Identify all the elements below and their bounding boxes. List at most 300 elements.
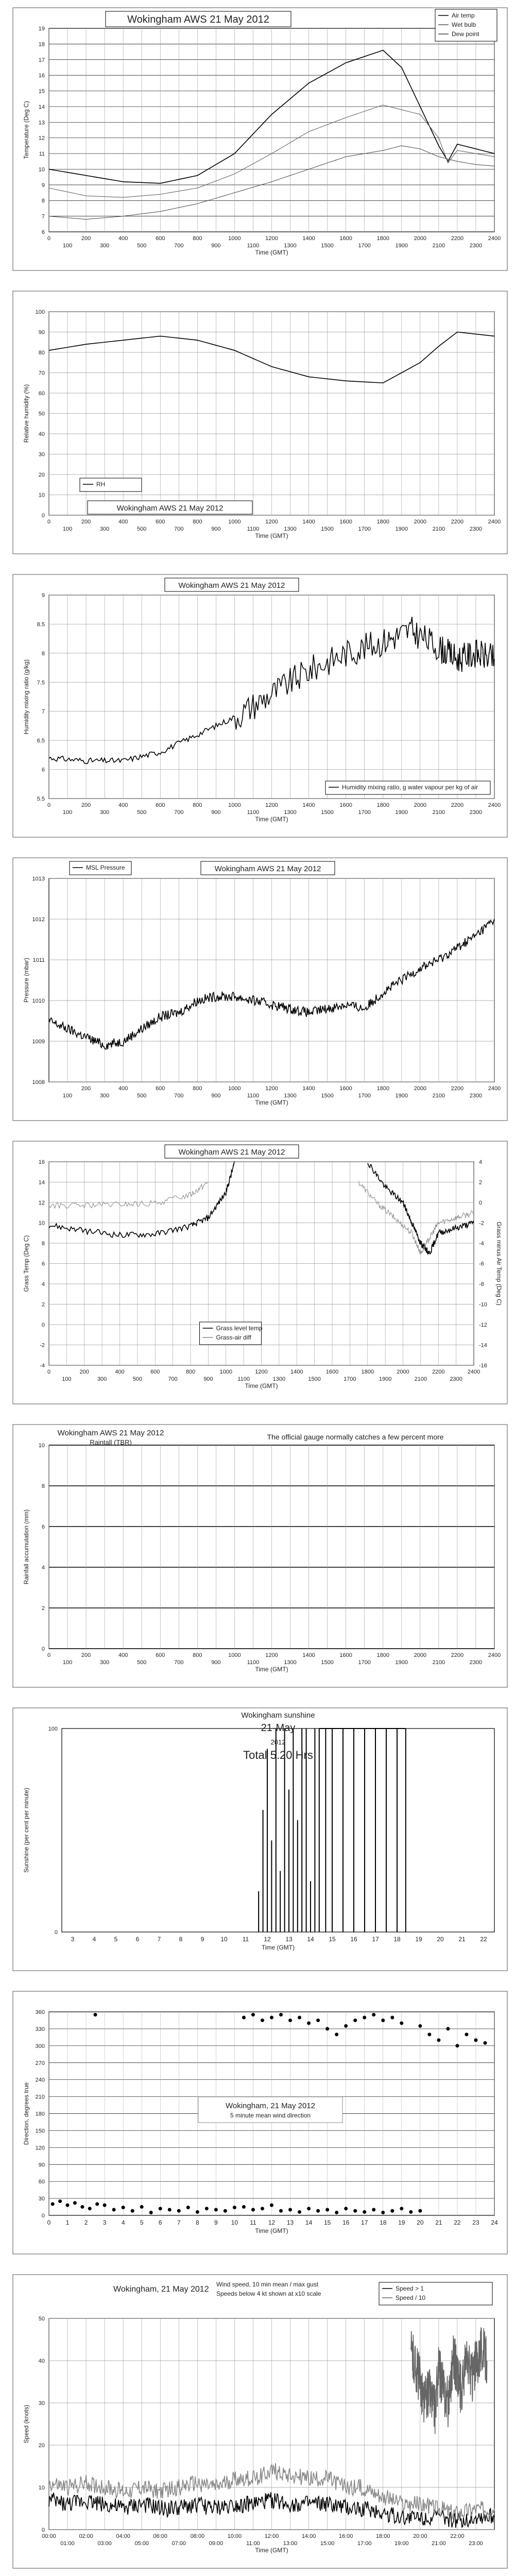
y-tick-label: 90 [38, 329, 45, 336]
y-tick-label: 180 [35, 2111, 45, 2117]
y-tick-label: 10 [38, 1220, 45, 1227]
chart-title: Wokingham AWS 21 May 2012 [178, 1148, 285, 1157]
x-tick-label: 2200 [451, 1652, 464, 1658]
x-tick-label: 2400 [467, 1369, 480, 1375]
y-tick-label: 100 [48, 1726, 58, 1732]
y-tick-label: 50 [38, 411, 45, 417]
x-tick-label: 19 [398, 2219, 405, 2226]
x-axis-label: Time (GMT) [255, 532, 288, 539]
x-tick-label: 500 [137, 1659, 147, 1666]
y-tick-label: 9 [41, 182, 45, 189]
x-tick-label: 500 [137, 1093, 147, 1099]
x-tick-label: 1100 [247, 1093, 260, 1099]
direction-point [261, 2019, 264, 2022]
direction-point [66, 2204, 70, 2207]
x-tick-label: 1000 [228, 1086, 241, 1092]
x-tick-label: 1900 [395, 526, 408, 532]
y2-axis-label: Grass minus Air Temp (Deg C) [495, 1222, 503, 1306]
x-tick-label: 800 [193, 802, 202, 808]
y-tick-label: 10 [38, 2485, 45, 2491]
y-tick-label: 30 [38, 2196, 45, 2202]
x-tick-label: 300 [99, 1659, 110, 1666]
direction-point [186, 2206, 190, 2209]
y-tick-label: 12 [38, 1200, 45, 1206]
y-axis-label: Sunshine (per cent per minute) [23, 1788, 30, 1873]
direction-point [149, 2211, 153, 2214]
x-tick-label: 4 [121, 2219, 125, 2226]
y-tick-label: 2 [41, 1605, 45, 1612]
y-tick-label: 6 [41, 1524, 45, 1530]
y-tick-label: 10 [38, 166, 45, 173]
y-tick-label: 8 [41, 1241, 45, 1247]
direction-point [298, 2015, 301, 2019]
x-tick-label: 100 [62, 1376, 72, 1382]
x-tick-label: 14 [305, 2219, 313, 2226]
direction-point [122, 2206, 125, 2209]
x-tick-label: 2300 [469, 526, 483, 532]
x-tick-label: 1600 [339, 1086, 352, 1092]
x-tick-label: 900 [203, 1376, 213, 1382]
y-tick-label: 8.5 [37, 621, 45, 628]
x-tick-label: 200 [81, 1086, 91, 1092]
x-tick-label: 1 [65, 2219, 70, 2226]
x-tick-label: 8 [179, 1936, 183, 1943]
x-tick-label: 2200 [451, 519, 464, 525]
y-axis-label: Pressure (mbar) [23, 958, 30, 1003]
direction-point [251, 2013, 255, 2016]
x-tick-label: 1700 [358, 526, 371, 532]
x-tick-label: 700 [174, 526, 184, 532]
x-tick-label: 600 [156, 1652, 165, 1658]
direction-point [307, 2021, 311, 2025]
x-tick-label: 1500 [321, 526, 334, 532]
x-tick-label: 6 [135, 1936, 140, 1943]
x-tick-label: 9 [200, 1936, 204, 1943]
x-tick-label: 100 [62, 243, 73, 249]
direction-point [80, 2205, 84, 2209]
x-tick-label: 1800 [376, 235, 389, 242]
x-tick-label: 1300 [284, 1093, 297, 1099]
x-tick-label: 1500 [321, 243, 334, 249]
x-tick-label: 3 [71, 1936, 75, 1943]
x-tick-label: 900 [211, 526, 221, 532]
chart-title: Wokingham, 21 May 2012 [226, 2102, 315, 2110]
x-tick-label: 2400 [488, 802, 501, 808]
y-tick-label: 7 [41, 213, 45, 220]
y-axis-label: Rainfall accumulation (mm) [23, 1509, 30, 1585]
x-tick-label: 0 [47, 2219, 51, 2226]
y2-tick-label: -6 [479, 1261, 484, 1267]
y-tick-label: 12 [38, 135, 45, 142]
chart-subtitle: Speeds below 4 kt shown at x10 scale [216, 2290, 321, 2297]
y2-tick-label: -12 [479, 1322, 487, 1328]
legend-label: Dew point [452, 30, 479, 38]
y-tick-label: 17 [38, 57, 45, 63]
x-axis-label: Time (GMT) [245, 1382, 278, 1389]
x-tick-label: 2100 [432, 243, 445, 249]
x-tick-label: 1300 [284, 809, 297, 816]
chart-total: Total 5.20 Hrs [243, 1749, 313, 1761]
x-tick-label: 2200 [451, 235, 464, 242]
y-tick-label: 330 [35, 2026, 45, 2032]
x-tick-label: 15 [329, 1936, 336, 1943]
x-tick-label: 300 [99, 809, 110, 816]
y-tick-label: 240 [35, 2077, 45, 2083]
x-tick-label: 1600 [339, 1652, 352, 1658]
direction-point [288, 2208, 292, 2212]
y-tick-label: 1008 [32, 1079, 45, 1086]
x-tick-label: 400 [118, 235, 128, 242]
x-tick-label: 500 [137, 243, 147, 249]
x-tick-label: 1100 [247, 1659, 260, 1666]
x-tick-label: 1800 [376, 519, 389, 525]
x-tick-label: 1300 [284, 1659, 297, 1666]
x-tick-label: 1900 [395, 1093, 408, 1099]
x-tick-label: 2100 [432, 1093, 445, 1099]
x-tick-label: 07:00 [171, 2540, 186, 2547]
x-tick-label: 12 [268, 2219, 276, 2226]
chart-subtitle: Raintall (TBR) [90, 1438, 132, 1446]
direction-point [131, 2209, 134, 2213]
direction-point [344, 2024, 348, 2028]
x-tick-label: 2100 [432, 809, 445, 816]
temperature-chart [0, 5, 515, 273]
x-tick-label: 04:00 [116, 2533, 130, 2539]
x-axis-label: Time (GMT) [255, 1666, 288, 1673]
x-tick-label: 19 [415, 1936, 422, 1943]
x-tick-label: 11 [250, 2219, 256, 2226]
x-tick-label: 20 [417, 2219, 424, 2226]
x-tick-label: 18:00 [375, 2533, 390, 2539]
x-tick-label: 13 [285, 1936, 293, 1943]
x-tick-label: 21 [458, 1936, 466, 1943]
y-tick-label: 6 [41, 767, 45, 773]
chart-title: Wokingham, 21 May 2012 [113, 2285, 209, 2294]
direction-point [205, 2207, 209, 2210]
y-tick-label: 1013 [32, 876, 45, 882]
direction-point [279, 2209, 283, 2213]
x-tick-label: 1900 [395, 1659, 408, 1666]
y-tick-label: 1012 [32, 917, 45, 923]
x-tick-label: 1300 [272, 1376, 286, 1382]
x-tick-label: 12:00 [264, 2533, 279, 2539]
y2-tick-label: -10 [479, 1301, 487, 1308]
y-tick-label: 10 [38, 1443, 45, 1449]
y-tick-label: 14 [38, 1179, 45, 1186]
y-tick-label: 11 [39, 151, 45, 158]
y-tick-label: 6 [41, 1261, 45, 1267]
direction-point [363, 2210, 366, 2214]
x-tick-label: 2100 [414, 1376, 427, 1382]
y-tick-label: 5.5 [37, 796, 45, 802]
direction-point [94, 2013, 97, 2016]
x-tick-label: 1200 [265, 235, 278, 242]
x-tick-label: 22 [454, 2219, 461, 2226]
y-tick-label: 13 [38, 120, 45, 126]
y-tick-label: 7 [41, 708, 45, 715]
direction-point [455, 2044, 459, 2047]
direction-point [409, 2210, 413, 2214]
chart-title: Wokingham AWS 21 May 2012 [116, 504, 224, 513]
direction-point [372, 2208, 375, 2212]
x-tick-label: 1400 [302, 1086, 315, 1092]
x-tick-label: 1300 [284, 243, 297, 249]
chart-annotation: The official gauge normally catches a few percent more [267, 1433, 444, 1441]
x-tick-label: 1700 [358, 809, 371, 816]
y-tick-label: 210 [35, 2094, 45, 2100]
chart-subtitle: 5 minute mean wind direction [230, 2112, 311, 2119]
x-tick-label: 24 [491, 2219, 498, 2226]
x-tick-label: 2000 [414, 1652, 427, 1658]
x-axis-label: Time (GMT) [261, 1944, 295, 1951]
x-tick-label: 10 [220, 1936, 228, 1943]
direction-point [418, 2024, 422, 2028]
x-tick-label: 200 [81, 1652, 91, 1658]
x-tick-label: 1900 [379, 1376, 392, 1382]
y-tick-label: 8 [41, 198, 45, 205]
x-tick-label: 1800 [376, 802, 389, 808]
chart-title: Wokingham sunshine [241, 1711, 315, 1720]
x-tick-label: 22 [480, 1936, 487, 1943]
x-tick-label: 200 [81, 519, 91, 525]
direction-point [363, 2015, 366, 2019]
y-tick-label: 0 [41, 1646, 45, 1652]
x-tick-label: 600 [156, 519, 165, 525]
direction-point [270, 2204, 273, 2207]
y-tick-label: 10 [38, 492, 45, 499]
x-tick-label: 100 [62, 809, 73, 816]
x-tick-label: 1200 [265, 802, 278, 808]
x-tick-label: 100 [62, 1659, 73, 1666]
wind-direction-chart [0, 1989, 515, 2257]
direction-point [140, 2205, 144, 2209]
x-tick-label: 300 [99, 526, 110, 532]
x-tick-label: 2300 [469, 1093, 483, 1099]
x-tick-label: 2100 [432, 526, 445, 532]
legend-label: Wet bulb [452, 21, 476, 28]
x-tick-label: 1000 [228, 519, 241, 525]
x-tick-label: 2200 [432, 1369, 445, 1375]
x-tick-label: 1200 [265, 519, 278, 525]
direction-point [196, 2210, 199, 2214]
direction-point [372, 2013, 375, 2016]
y2-tick-label: -14 [479, 1342, 487, 1349]
x-tick-label: 20 [437, 1936, 444, 1943]
x-tick-label: 11:00 [246, 2540, 260, 2547]
x-tick-label: 1200 [255, 1369, 268, 1375]
x-tick-label: 2000 [414, 802, 427, 808]
x-tick-label: 1400 [302, 1652, 315, 1658]
x-tick-label: 18 [393, 1936, 401, 1943]
x-tick-label: 1000 [228, 802, 241, 808]
y-tick-label: 4 [41, 1565, 45, 1571]
x-tick-label: 1000 [219, 1369, 232, 1375]
y-tick-label: 1009 [32, 1039, 45, 1045]
x-tick-label: 400 [118, 519, 128, 525]
x-tick-label: 2400 [488, 1086, 501, 1092]
x-tick-label: 09:00 [209, 2540, 224, 2547]
x-tick-label: 3 [102, 2219, 107, 2226]
y-tick-label: 15 [38, 88, 45, 95]
y-axis-label: Humidity mixing ratio (g/kg) [23, 659, 30, 735]
legend-label: Speed / 10 [396, 2294, 426, 2301]
x-tick-label: 17:00 [357, 2540, 372, 2547]
y-axis-label: Grass Temp (Deg C) [23, 1235, 30, 1292]
x-tick-label: 100 [62, 1093, 73, 1099]
x-tick-label: 800 [193, 519, 202, 525]
y-tick-label: 6 [41, 229, 45, 235]
x-tick-label: 16 [350, 1936, 357, 1943]
x-tick-label: 1800 [361, 1369, 374, 1375]
legend-label: Grass-air diff [216, 1334, 251, 1341]
x-tick-label: 400 [118, 1652, 128, 1658]
direction-point [400, 2207, 403, 2210]
y-tick-label: 20 [38, 2443, 45, 2449]
direction-point [177, 2209, 181, 2213]
y2-tick-label: 4 [479, 1159, 483, 1165]
x-tick-label: 10 [231, 2219, 238, 2226]
x-tick-label: 13 [286, 2219, 294, 2226]
x-tick-label: 2000 [397, 1369, 409, 1375]
x-axis-label: Time (GMT) [255, 2547, 288, 2554]
x-tick-label: 1700 [358, 1093, 371, 1099]
direction-point [335, 2032, 338, 2036]
direction-point [400, 2021, 403, 2025]
y-tick-label: 300 [35, 2043, 45, 2049]
direction-point [381, 2211, 385, 2214]
x-tick-label: 800 [193, 1086, 202, 1092]
y-axis-label: Speed (knots) [23, 2404, 30, 2444]
y-tick-label: 7.5 [37, 680, 45, 686]
direction-point [270, 2015, 273, 2019]
direction-point [288, 2019, 292, 2022]
y-tick-label: 9 [41, 592, 45, 599]
legend-box [80, 478, 142, 492]
x-tick-label: 10:00 [227, 2533, 242, 2539]
x-tick-label: 400 [118, 802, 128, 808]
x-tick-label: 700 [174, 1659, 184, 1666]
x-tick-label: 2 [84, 2219, 88, 2226]
x-tick-label: 1600 [339, 519, 352, 525]
x-tick-label: 05:00 [134, 2540, 149, 2547]
x-tick-label: 5 [114, 1936, 118, 1943]
x-tick-label: 2400 [488, 235, 501, 242]
x-tick-label: 2300 [469, 809, 483, 816]
y-axis-label: Temperature (Deg C) [23, 101, 30, 159]
x-tick-label: 1600 [339, 802, 352, 808]
direction-point [325, 2027, 329, 2030]
y2-tick-label: -2 [479, 1220, 484, 1227]
x-tick-label: 500 [132, 1376, 143, 1382]
wind-speed-chart [0, 2272, 515, 2571]
x-tick-label: 1100 [237, 1376, 250, 1382]
x-tick-label: 900 [211, 243, 221, 249]
x-tick-label: 1100 [247, 243, 260, 249]
y2-tick-label: 0 [479, 1200, 483, 1206]
legend-label: Air temp [452, 12, 475, 19]
y-tick-label: 50 [38, 2316, 45, 2322]
legend-label: Speed > 1 [396, 2285, 424, 2292]
x-tick-label: 1000 [228, 1652, 241, 1658]
x-tick-label: 100 [62, 526, 73, 532]
x-tick-label: 500 [137, 526, 147, 532]
x-tick-label: 1400 [302, 802, 315, 808]
legend-label: RH [96, 481, 106, 488]
y-tick-label: 2 [41, 1301, 45, 1308]
humidity-chart [0, 289, 515, 556]
y-tick-label: 90 [38, 2162, 45, 2168]
x-tick-label: 16 [342, 2219, 350, 2226]
x-tick-label: 900 [211, 1093, 221, 1099]
x-tick-label: 6 [158, 2219, 162, 2226]
x-tick-label: 1500 [321, 1093, 334, 1099]
x-tick-label: 2400 [488, 1652, 501, 1658]
x-tick-label: 2100 [432, 1659, 445, 1666]
x-tick-label: 4 [92, 1936, 96, 1943]
pressure-chart [0, 855, 515, 1123]
y-axis-label: Direction, degrees true [23, 2082, 30, 2145]
x-tick-label: 300 [99, 243, 110, 249]
y2-tick-label: -4 [479, 1241, 484, 1247]
x-tick-label: 23 [472, 2219, 479, 2226]
x-tick-label: 700 [174, 1093, 184, 1099]
direction-point [242, 2205, 246, 2209]
x-tick-label: 5 [140, 2219, 144, 2226]
x-tick-label: 22:00 [450, 2533, 465, 2539]
x-tick-label: 800 [193, 1652, 202, 1658]
x-axis-label: Time (GMT) [255, 249, 288, 256]
x-tick-label: 21:00 [432, 2540, 446, 2547]
direction-point [233, 2206, 236, 2209]
x-tick-label: 21 [435, 2219, 442, 2226]
direction-point [381, 2019, 385, 2022]
direction-point [88, 2207, 92, 2210]
direction-point [474, 2038, 477, 2042]
sunshine-chart [0, 1705, 515, 1973]
x-tick-label: 900 [211, 1659, 221, 1666]
x-tick-label: 600 [156, 235, 165, 242]
x-tick-label: 400 [118, 1086, 128, 1092]
direction-point [307, 2207, 311, 2210]
x-tick-label: 1400 [302, 235, 315, 242]
y-tick-label: 1010 [32, 998, 45, 1004]
y-tick-label: 270 [35, 2060, 45, 2066]
x-tick-label: 900 [211, 809, 221, 816]
x-tick-label: 200 [79, 1369, 89, 1375]
y-tick-label: 4 [41, 1281, 45, 1287]
x-tick-label: 1600 [325, 1369, 339, 1375]
x-tick-label: 12 [264, 1936, 271, 1943]
x-tick-label: 2000 [414, 235, 427, 242]
x-tick-label: 1900 [395, 809, 408, 816]
x-tick-label: 14 [307, 1936, 314, 1943]
direction-point [112, 2208, 116, 2212]
x-tick-label: 0 [47, 1369, 51, 1375]
legend-label: Humidity mixing ratio, g water vapour per kg of air [342, 784, 478, 791]
chart-title: Wokingham AWS 21 May 2012 [57, 1429, 164, 1437]
direction-point [427, 2032, 431, 2036]
x-tick-label: 200 [81, 802, 91, 808]
y-axis-label: Relative humidity (%) [23, 384, 30, 443]
y-tick-label: 8 [41, 650, 45, 657]
y-tick-label: -4 [40, 1363, 45, 1369]
x-tick-label: 0 [47, 802, 51, 808]
y-tick-label: 30 [38, 2400, 45, 2406]
x-tick-label: 500 [137, 809, 147, 816]
y-tick-label: 0 [41, 2527, 45, 2533]
y-tick-label: 16 [38, 1159, 45, 1165]
x-axis-label: Time (GMT) [255, 2227, 288, 2234]
